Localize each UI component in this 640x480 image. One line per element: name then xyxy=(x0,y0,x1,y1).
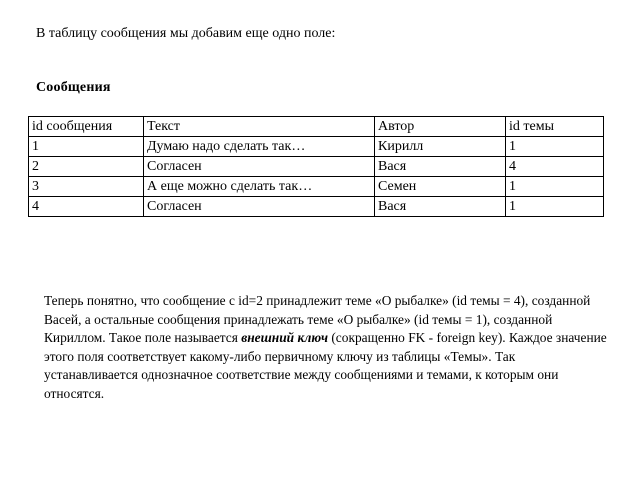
column-header-author: Автор xyxy=(375,117,506,137)
cell-message-id: 3 xyxy=(29,177,144,197)
table-row xyxy=(29,157,604,177)
cell-text: Думаю надо сделать так… xyxy=(144,137,375,157)
table-row xyxy=(29,197,604,217)
paragraph-text-after: (сокращенно FK - foreign key). Каждое значение этого поля соответствует какому-либо первичному ключу из таблицы «Темы». Так устанавливается однозначное соответствие между сообщениями и темами, к которым они относятся. xyxy=(44,330,607,401)
column-header-text: Текст xyxy=(144,117,375,137)
cell-text: Согласен xyxy=(144,197,375,217)
cell-topic-id: 1 xyxy=(506,137,604,157)
cell-message-id: 2 xyxy=(29,157,144,177)
intro-text: В таблицу сообщения мы добавим еще одно поле: xyxy=(36,26,336,41)
cell-author: Вася xyxy=(375,197,506,217)
column-header-message-id: id сообщения xyxy=(29,117,144,137)
cell-message-id: 1 xyxy=(29,137,144,157)
table-title: Сообщения xyxy=(36,80,111,95)
cell-author: Кирилл xyxy=(375,137,506,157)
cell-topic-id: 1 xyxy=(506,197,604,217)
cell-topic-id: 4 xyxy=(506,157,604,177)
cell-message-id: 4 xyxy=(29,197,144,217)
column-header-topic-id: id темы xyxy=(506,117,604,137)
table-row xyxy=(29,177,604,197)
foreign-key-term: внешний ключ xyxy=(241,330,328,346)
messages-table xyxy=(28,116,604,217)
table-header-row xyxy=(29,117,604,137)
cell-author: Семен xyxy=(375,177,506,197)
cell-topic-id: 1 xyxy=(506,177,604,197)
cell-text: А еще можно сделать так… xyxy=(144,177,375,197)
cell-text: Согласен xyxy=(144,157,375,177)
explanation-paragraph xyxy=(44,292,610,404)
paragraph-text-before: Теперь понятно, что сообщение с id=2 принадлежит теме «О рыбалке» (id темы = 4), созданной Васей, а остальные сообщения принадлежать теме «О рыбалке» (id темы = 1), созданной Кириллом. Такое поле называется xyxy=(44,293,591,346)
cell-author: Вася xyxy=(375,157,506,177)
table-row xyxy=(29,137,604,157)
